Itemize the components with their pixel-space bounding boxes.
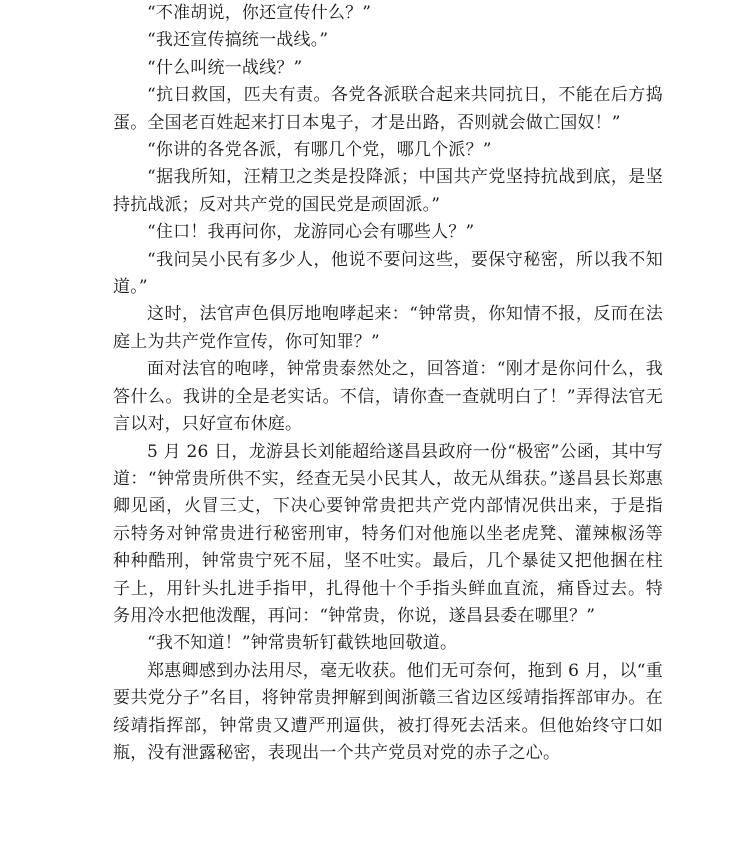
paragraph: “住口！我再问你，龙游同心会有哪些人？” — [147, 222, 475, 243]
paragraph: 这时，法官声色俱厉地咆哮起来：“钟常贵，你知情不报，反而在法庭上为共产党作宣传，你可知罪？” — [113, 304, 663, 352]
paragraph: “我还宣传搞统一战线。” — [147, 30, 329, 51]
paragraph: “我不知道！”钟常贵斩钉截铁地回敬道。 — [147, 633, 458, 654]
paragraph: 面对法官的咆哮，钟常贵泰然处之，回答道：“刚才是你问什么，我答什么。我讲的全是老实话。不信，请你查一查就明白了！”弄得法官无言以对，只好宣布休庭。 — [113, 359, 663, 435]
paragraph: “我问吴小民有多少人，他说不要问这些，要保守秘密，所以我不知道。” — [113, 249, 663, 298]
paragraph: “抗日救国，匹夫有责。各党各派联合起来共同抗日，不能在后方捣蛋。全国老百姓起来打日本鬼子，才是出路，否则就会做亡国奴！” — [113, 85, 663, 133]
paragraph: “据我所知，汪精卫之类是投降派；中国共产党坚持抗战到底，是坚持抗战派；反对共产党的国民党是顽固派。” — [113, 167, 663, 215]
paragraph: 5 月 26 日，龙游县长刘能超给遂昌县政府一份“极密”公函，其中写道：“钟常贵所供不实，经查无吴小民其人，故无从缉获。”遂昌县长郑惠卿见函，火冒三丈，下决心要钟常贵把共产党内部情况供出来，于是指示特务对钟常贵进行秘密刑审，特务们对他施以坐老虎凳、灌辣椒汤等种种酷刑，钟常贵宁死不屈，坚不吐实。最后，几个暴徒又把他捆在柱子上，用针头扎进手指甲，扎得他十个手指头鲜血直流，痛昏过去。特务用冷水把他泼醒，再问：“钟常贵，你说，遂昌县委在哪里？” — [113, 441, 663, 626]
paragraph: “什么叫统一战线？” — [147, 57, 303, 78]
paragraph: “你讲的各党各派，有哪几个党，哪几个派？” — [147, 140, 492, 161]
paragraph: 郑惠卿感到办法用尽，毫无收获。他们无可奈何，拖到 6 月，以“重要共党分子”名目，将钟常贵押解到闽浙赣三省边区绥靖指挥部审办。在绥靖指挥部，钟常贵又遭严刑逼供，被打得死去活来。但他始终守口如瓶，没有泄露秘密，表现出一个共产党员对党的赤子之心。 — [113, 660, 663, 763]
paragraph: “不准胡说，你还宣传什么？” — [147, 3, 372, 23]
document-page — [113, 0, 663, 767]
